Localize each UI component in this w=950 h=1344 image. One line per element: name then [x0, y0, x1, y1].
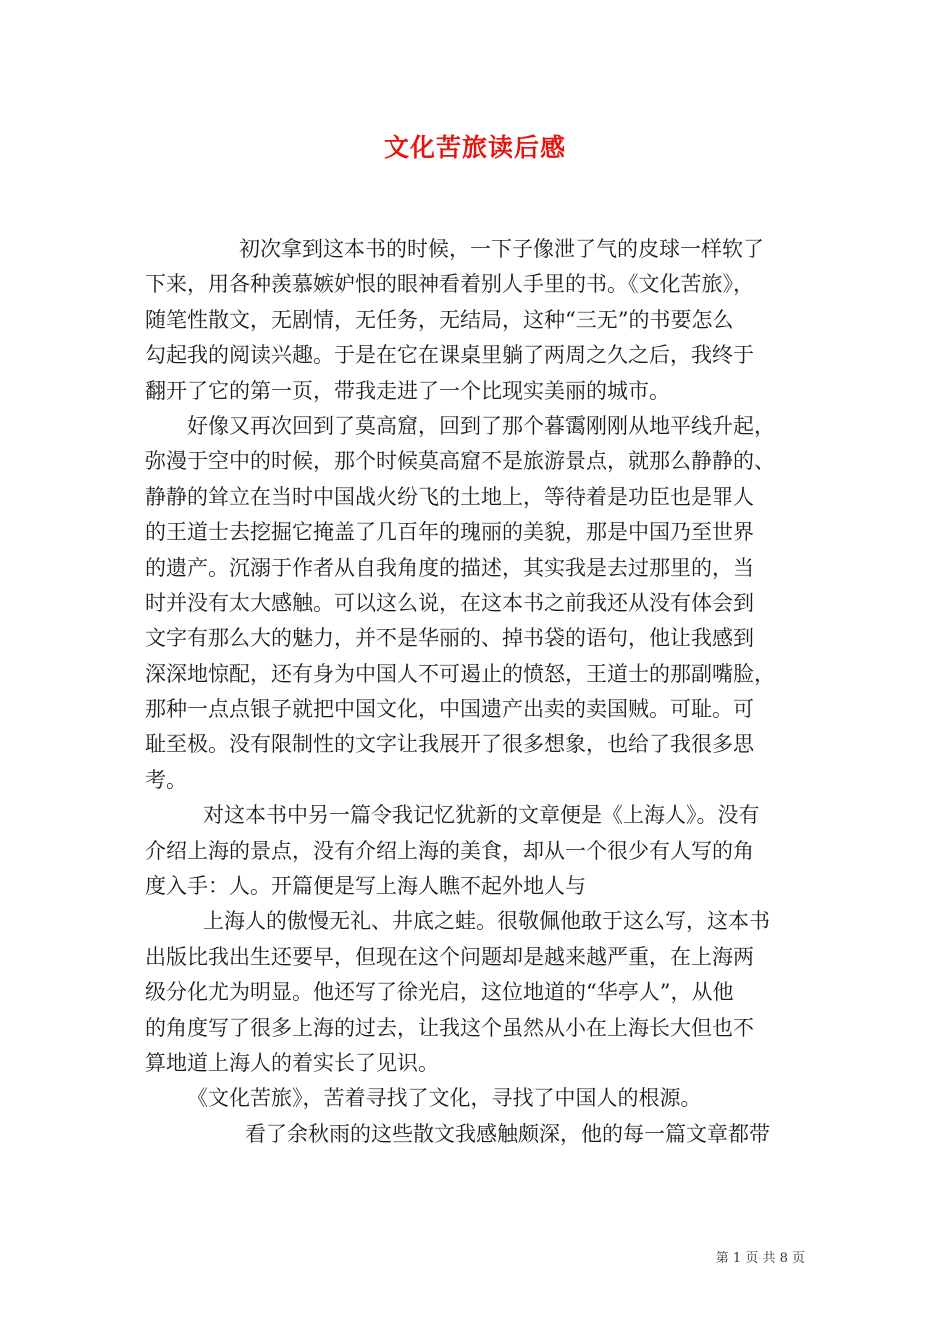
text-line: 看了余秋雨的这些散文我感触颇深，他的每一篇文章都带 — [245, 1121, 770, 1146]
text-line: 考。 — [145, 767, 187, 792]
text-line: 的角度写了很多上海的过去，让我这个虽然从小在上海长大但也不 — [145, 1015, 754, 1040]
text-line: 上海人的傲慢无礼、井底之蛙。很敬佩他敢于这么写，这本书 — [203, 909, 770, 934]
text-line: 算地道上海人的着实长了见识。 — [145, 1050, 439, 1075]
text-line: 下来，用各种羡慕嫉妒恨的眼神看着别人手里的书。《文化苦旅》， — [145, 272, 754, 297]
text-line: 级分化尤为明显。他还写了徐光启，这位地道的“华亭人”，从他 — [145, 980, 734, 1005]
text-line: 静静的耸立在当时中国战火纷飞的土地上，等待着是功臣也是罪人 — [145, 484, 754, 509]
text-line: 随笔性散文，无剧情，无任务，无结局，这种“三无”的书要怎么 — [145, 307, 734, 332]
text-line: 对这本书中另一篇令我记忆犹新的文章便是《上海人》。没有 — [203, 803, 760, 828]
text-line: 时并没有太大感触。可以这么说，在这本书之前我还从没有体会到 — [145, 590, 754, 615]
text-line: 深深地惊配，还有身为中国人不可遏止的愤怒，王道士的那副嘴脸， — [145, 661, 775, 686]
text-line: 勾起我的阅读兴趣。于是在它在课桌里躺了两周之久之后，我终于 — [145, 343, 754, 368]
text-line: 文字有那么大的魅力，并不是华丽的、掉书袋的语句，他让我感到 — [145, 626, 754, 651]
text-line: 好像又再次回到了莫高窟，回到了那个暮霭刚刚从地平线升起， — [187, 413, 775, 438]
document-title: 文化苦旅读后感 — [383, 133, 566, 162]
text-line: 翻开了它的第一页，带我走进了一个比现实美丽的城市。 — [145, 378, 670, 403]
text-line: 弥漫于空中的时候，那个时候莫高窟不是旅游景点，就那么静静的、 — [145, 449, 775, 474]
text-line: 的遗产。沉溺于作者从自我角度的描述，其实我是去过那里的，当 — [145, 555, 754, 580]
document-body — [145, 232, 810, 1152]
text-line: 初次拿到这本书的时候，一下子像泄了气的皮球一样软了 — [239, 237, 764, 261]
text-line: 出版比我出生还要早，但现在这个问题却是越来越严重，在上海两 — [145, 944, 754, 969]
text-line: 度入手：人。开篇便是写上海人瞧不起外地人与 — [145, 874, 586, 899]
text-line: 介绍上海的景点，没有介绍上海的美食，却从一个很少有人写的角 — [145, 838, 754, 863]
text-line: 《文化苦旅》，苦着寻找了文化，寻找了中国人的根源。 — [187, 1086, 702, 1111]
page-number-footer: 第 1 页 共 8 页 — [715, 1251, 805, 1266]
text-line: 耻至极。没有限制性的文字让我展开了很多想象，也给了我很多思 — [145, 732, 754, 757]
text-line: 的王道士去挖掘它掩盖了几百年的瑰丽的美貌，那是中国乃至世界 — [145, 520, 754, 545]
text-line: 那种一点点银子就把中国文化，中国遗产出卖的卖国贼。可耻。可 — [145, 697, 754, 722]
